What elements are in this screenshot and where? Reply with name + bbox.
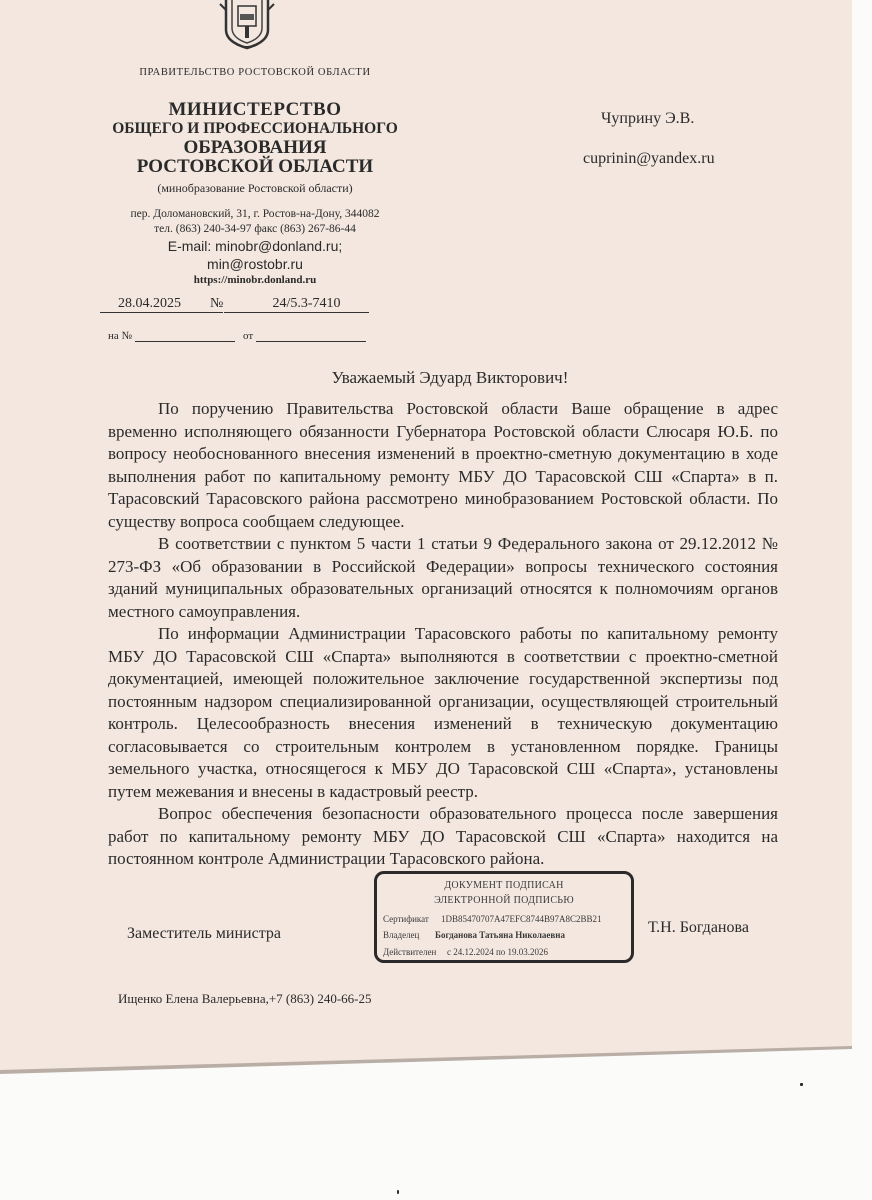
paragraph: Вопрос обеспечения безопасности образовательного процесса после завершения работ по капитальному ремонту МБУ ДО Тарасовской СШ «Спарта» находится на постоянном контроле Администрации Тарасовского района. (108, 804, 778, 868)
paragraph: По поручению Правительства Ростовской области Ваше обращение в адрес временно исполняющего обязанности Губернатора Ростовской области Слюсаря Ю.Б. по вопросу необоснованного внесения изменений в проектно-сметную документацию в ходе выполнения работ по капитальному ремонту МБУ ДО Тарасовской СШ «Спарта» в п. Тарасовский Тарасовского района рассмотрено минобразованием Ростовской области. По существу вопроса сообщаем следующее. (108, 399, 778, 531)
ref-date-blank (256, 330, 366, 342)
registration-number: 24/5.3-7410 (224, 296, 369, 313)
reference-line (108, 330, 378, 342)
stamp-title-2: ЭЛЕКТРОННОЙ ПОДПИСЬЮ (434, 895, 574, 906)
ministry-short-name: (минобразование Ростовской области) (157, 181, 353, 195)
electronic-signature-stamp (374, 871, 634, 963)
ministry-line-1: МИНИСТЕРСТВО (168, 99, 342, 120)
coat-of-arms-icon (218, 0, 276, 50)
number-sign: № (210, 296, 224, 311)
ministry-email-1: E-mail: minobr@donland.ru; (167, 238, 343, 254)
ministry-website: https://minobr.donland.ru (193, 274, 317, 286)
letter-body (108, 398, 778, 871)
ministry-line-3: ОБРАЗОВАНИЯ (183, 137, 327, 158)
stamp-title-1: ДОКУМЕНТ ПОДПИСАН (444, 880, 564, 891)
ministry-address: пер. Доломановский, 31, г. Ростов-на-Дону, 344082 (130, 208, 380, 220)
paragraph: По информации Администрации Тарасовского работы по капитальному ремонту МБУ ДО Тарасовской СШ «Спарта» выполняются в соответствии с проектно-сметной документацией, имеющей положительное заключение государственной экспертизы под постоянным надзором специализированной организации, осуществляющей строительный контроль. Целесообразность внесения изменений в техническую документацию согласовывается со строительным контролем в установленном порядке. Границы земельного участка, относящегося к МБУ ДО Тарасовской СШ «Спарта», установлены путем межевания и внесены в кадастровый реестр. (108, 624, 778, 801)
salutation: Уважаемый Эдуард Викторович! (331, 368, 569, 387)
ministry-line-4: РОСТОВСКОЙ ОБЛАСТИ (136, 156, 374, 177)
ministry-name (100, 100, 410, 176)
certificate-label: Сертификат (383, 914, 429, 924)
owner-value: Богданова Татьяна Николаевна (435, 930, 565, 940)
signatory-role: Заместитель министра (127, 925, 281, 942)
stamp-validity-row (383, 947, 627, 957)
ref-date-label: от (243, 330, 254, 342)
owner-label: Владелец (383, 930, 420, 940)
paragraph: В соответствии с пунктом 5 части 1 статьи 9 Федерального закона от 29.12.2012 № 273-ФЗ «Об образовании в Российской Федерации» вопросы технического состояния зданий муниципальных образовательных организаций относятся к полномочиям органов местного самоуправления. (108, 534, 778, 621)
ministry-contacts (100, 207, 410, 288)
ref-number-label: на № (108, 330, 133, 342)
executor-contact: Ищенко Елена Валерьевна,+7 (863) 240-66-25 (118, 991, 372, 1006)
ref-number-blank (135, 330, 235, 342)
validity-value: с 24.12.2024 по 19.03.2026 (447, 947, 549, 957)
ministry-line-2: ОБЩЕГО И ПРОФЕССИОНАЛЬНОГО (112, 120, 398, 137)
addressee-name: Чуприну Э.В. (601, 110, 695, 127)
stamp-certificate-row (383, 914, 627, 924)
certificate-value: 1DB85470707A47EFC8744B97A8C2BB21 (441, 914, 602, 924)
stamp-owner-row (383, 930, 627, 940)
ministry-email-2: min@rostobr.ru (207, 256, 303, 272)
government-name: ПРАВИТЕЛЬСТВО РОСТОВСКОЙ ОБЛАСТИ (139, 67, 371, 78)
addressee-email: cuprinin@yandex.ru (583, 150, 715, 167)
ministry-phones: тел. (863) 240-34-97 факс (863) 267-86-44 (154, 223, 356, 235)
scan-speck (397, 1190, 399, 1194)
validity-label: Действителен (383, 947, 437, 957)
scan-speck (800, 1083, 803, 1086)
registration-line (100, 296, 380, 316)
registration-date: 28.04.2025 (100, 296, 223, 313)
signatory-name: Т.Н. Богданова (648, 919, 749, 936)
